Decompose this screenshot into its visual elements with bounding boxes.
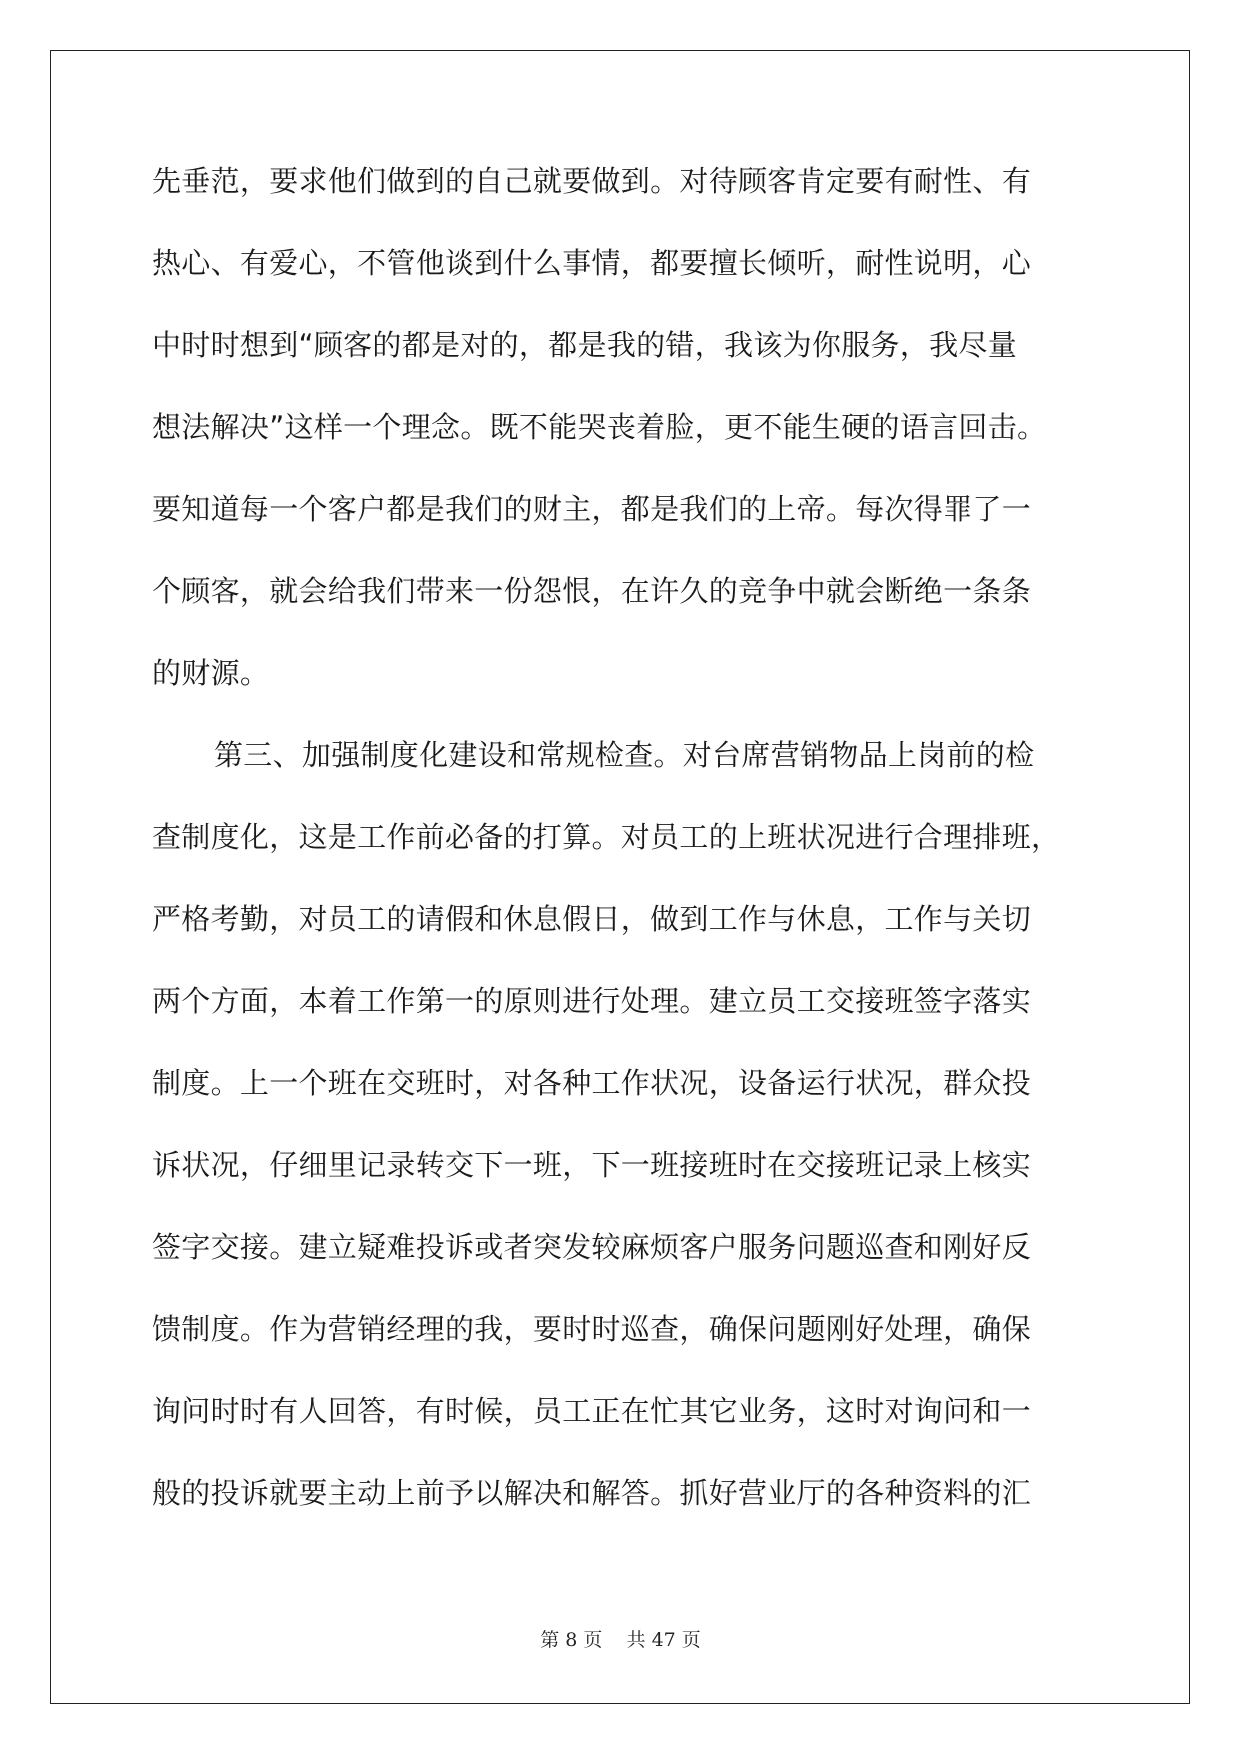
text-line: 个顾客，就会给我们带来一份怨恨，在许久的竞争中就会断绝一条条 bbox=[152, 574, 1032, 608]
text-line: 想法解决”这样一个理念。既不能哭丧着脸，更不能生硬的语言回击。 bbox=[152, 410, 1047, 444]
text-line: 般的投诉就要主动上前予以解决和解答。抓好营业厅的各种资料的汇 bbox=[152, 1476, 1032, 1510]
text-line: 要知道每一个客户都是我们的财主，都是我们的上帝。每次得罪了一 bbox=[152, 492, 1032, 526]
text-line: 两个方面，本着工作第一的原则进行处理。建立员工交接班签字落实 bbox=[152, 984, 1032, 1018]
text-line: 查制度化，这是工作前必备的打算。对员工的上班状况进行合理排班， bbox=[152, 820, 1061, 854]
text-line: 诉状况，仔细里记录转交下一班，下一班接班时在交接班记录上核实 bbox=[152, 1148, 1032, 1182]
text-line: 馈制度。作为营销经理的我，要时时巡查，确保问题刚好处理，确保 bbox=[152, 1312, 1032, 1346]
paragraph-start-line: 第三、加强制度化建设和常规检查。对台席营销物品上岗前的检 bbox=[214, 738, 1035, 772]
text-line: 制度。上一个班在交班时，对各种工作状况，设备运行状况，群众投 bbox=[152, 1066, 1032, 1100]
text-line: 热心、有爱心，不管他谈到什么事情，都要擅长倾听，耐性说明，心 bbox=[152, 246, 1032, 280]
text-line: 询问时时有人回答，有时候，员工正在忙其它业务，这时对询问和一 bbox=[152, 1394, 1032, 1428]
text-line: 严格考勤，对员工的请假和休息假日，做到工作与休息，工作与关切 bbox=[152, 902, 1032, 936]
text-line: 签字交接。建立疑难投诉或者突发较麻烦客户服务问题巡查和刚好反 bbox=[152, 1230, 1032, 1264]
text-line: 先垂范，要求他们做到的自己就要做到。对待顾客肯定要有耐性、有 bbox=[152, 164, 1032, 198]
page-number-footer: 第 8 页 共 47 页 bbox=[540, 1629, 701, 1651]
text-line: 的财源。 bbox=[152, 656, 270, 690]
text-line: 中时时想到“顾客的都是对的，都是我的错，我该为你服务，我尽量 bbox=[152, 328, 1018, 362]
document-body bbox=[152, 155, 1092, 1549]
